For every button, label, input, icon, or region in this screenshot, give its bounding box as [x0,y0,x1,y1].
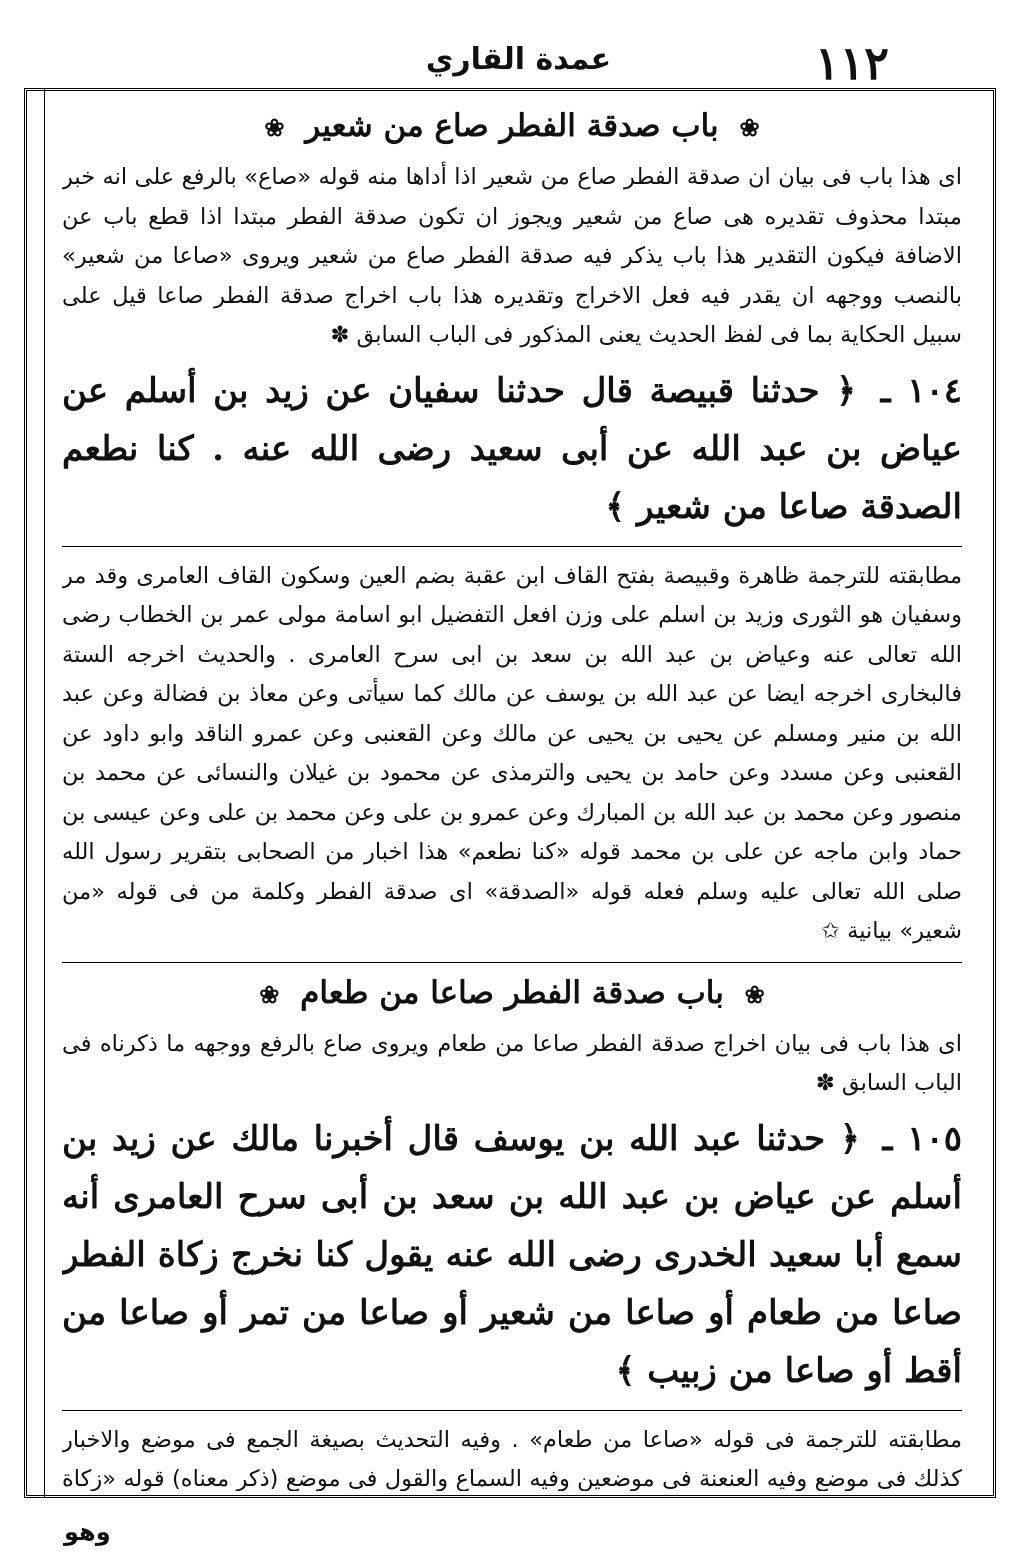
ornament-icon: ❀ [264,113,285,142]
page-number: ١١٢ [814,36,889,90]
running-title: عمدة القاري [425,42,612,77]
divider [62,962,962,963]
chapter-heading-2 [62,975,962,1011]
ornament-icon: ❀ [739,113,760,142]
chapter-commentary-2: اى هذا باب فى بيان اخراج صدقة الفطر صاعا من طعام ويروى صاع بالرفع ووجهه ما ذكرناه فى الباب السابق ✽ [62,1030,962,1096]
catchword: وهو [64,1518,111,1546]
hadith-commentary-104: مطابقته للترجمة ظاهرة وقبيصة بفتح القاف ابن عقبة بضم العين وسكون القاف العامرى وقد مر وسفيان هو الثورى وزيد بن اسلم على وزن افعل التفضيل ابو اسامة مولى عمر بن الخطاب رضى الله تعالى عنه وعياض بن عبد الله بن سعد بن ابى سرح العامرى . والحديث اخرجه الستة فالبخارى اخرجه ايضا عن عبد الله بن يوسف عن مالك كما سيأتى وعن معاذ بن فضالة وعن عبد الله بن منير ومسلم عن يحيى بن يحيى عن مالك وعن القعنبى وعن عمرو الناقد وابو داود عن القعنبى وعن مسدد وعن حامد بن يحيى والترمذى عن محمود بن غيلان والنسائى عن محمد بن منصور وعن محمد بن عبد الله بن المبارك وعن عمرو بن على وعن محمد بن على وعن عيسى بن حماد وابن ماجه عن على بن محمد قوله «كنا نطعم» هذا اخبار من الصحابى بتقرير رسول الله صلى الله تعالى عليه وسلم فعله قوله «الصدقة» اى صدقة الفطر وكلمة من فى قوله «من شعير» بيانية ✩ [62,562,962,944]
divider [62,1410,962,1411]
margin-rule [44,88,45,1498]
hadith-commentary-105: مطابقته للترجمة فى قوله «صاعا من طعام» . وفيه التحديث بصيغة الجمع فى موضع والاخبار كذلك فى موضع وفيه العنعنة فى موضعين وفيه السماع والقول فى موضع (ذكر معناه) قوله «زكاة [62,1426,962,1491]
hadith-text: ﴿ حدثنا عبد الله بن يوسف قال أخبرنا مالك عن زيد بن أسلم عن عياض بن عبد الله بن سعد بن أبى سرح العامرى أنه سمع أبا سعيد الخدرى رضى الله عنه يقول كنا نخرج زكاة الفطر صاعا من طعام أو صاعا من شعير أو صاعا من تمر أو صاعا من أقط أو صاعا من زبيب ﴾ [62,1118,962,1391]
ornament-icon: ❀ [744,979,765,1009]
hadith-105 [62,1110,962,1400]
hadith-text: ﴿ حدثنا قبيصة قال حدثنا سفيان عن زيد بن أسلم عن عياض بن عبد الله عن أبى سعيد رضى الله عنه . كنا نطعم الصدقة صاعا من شعير ﴾ [62,370,962,527]
chapter-heading-1 [62,108,962,144]
hadith-104 [62,362,962,536]
page-header [30,28,1007,88]
divider [62,546,962,547]
ornament-icon: ❀ [259,979,280,1009]
chapter-heading-text: باب صدقة الفطر صاع من شعير [305,108,719,144]
page-body [62,96,962,1491]
hadith-number: ١٠٤ ـ [880,370,962,411]
chapter-commentary-1: اى هذا باب فى بيان ان صدقة الفطر صاع من شعير اذا أداها منه قوله «صاع» بالرفع على انه خبر مبتدا محذوف تقديره هى صاع من شعير ويجوز ان تكون صدقة الفطر مبتدا اذا قطع باب عن الاضافة فيكون التقدير هذا باب يذكر فيه صدقة الفطر صاع من شعير ويروى «صاعا من شعير» بالنصب ووجهه ان يقدر فيه فعل الاخراج وتقديره هذا باب اخراج صدقة الفطر صاعا قيل على سبيل الحكاية بما فى لفظ الحديث يعنى المذكور فى الباب السابق ✽ [62,164,962,348]
chapter-heading-text: باب صدقة الفطر صاعا من طعام [300,974,724,1011]
hadith-number: ١٠٥ ـ [882,1118,962,1159]
